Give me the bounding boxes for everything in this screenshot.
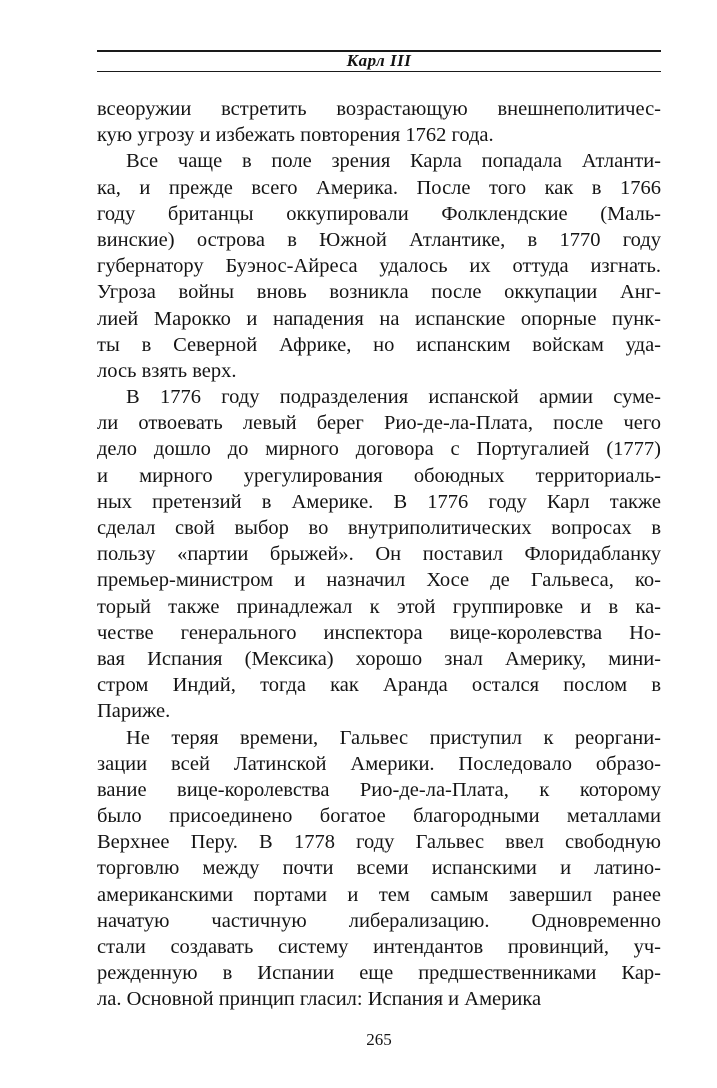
- running-head: [97, 46, 661, 76]
- text-line: ла. Основной принцип гласил: Испания и Америка: [97, 988, 542, 1011]
- text-line: стром Индий, тогда как Аранда остался послом в: [97, 674, 661, 697]
- text-line: лось взять верх.: [97, 359, 237, 382]
- text-line: и мирного урегулирования обоюдных территориаль-: [97, 464, 661, 487]
- text-line: ты в Северной Африке, но испанским войскам уда-: [97, 333, 661, 356]
- text-line: всеоружии встретить возрастающую внешнеполитичес-: [97, 98, 661, 120]
- text-line: дело дошло до мирного договора с Португалией (1777): [97, 438, 661, 461]
- text-line: Верхнее Перу. В 1778 году Гальвес ввел свободную: [97, 831, 661, 854]
- text-line: торый также принадлежал к этой группировке и в ка-: [97, 595, 661, 618]
- text-line: Не теряя времени, Гальвес приступил к реоргани-: [126, 726, 661, 749]
- text-line: зации всей Латинской Америки. Последовало образо-: [97, 752, 661, 775]
- text-line: ных претензий в Америке. В 1776 году Карл также: [97, 490, 661, 513]
- text-line: вание вице-королевства Рио-де-ла-Плата, к которому: [97, 778, 661, 801]
- paragraph: [97, 725, 661, 1013]
- text-line: сделал свой выбор во внутриполитических вопросах в: [97, 517, 661, 539]
- text-line: ли отвоевать левый берег Рио-де-ла-Плата, после чего: [97, 412, 661, 435]
- running-title: Карл III: [346, 51, 412, 70]
- text-line: ка, и прежде всего Америка. После того как в 1766: [97, 176, 661, 199]
- page-number: 265: [366, 1030, 392, 1049]
- text-line: честве генерального инспектора вице-королевства Но-: [97, 621, 661, 644]
- text-line: американскими портами и тем самым завершил ранее: [97, 883, 661, 906]
- text-line: губернатору Буэнос-Айреса удалось их оттуда изгнать.: [97, 255, 661, 278]
- text-line: начатую частичную либерализацию. Одновременно: [97, 909, 661, 932]
- text-line: режденную в Испании еще предшественниками Кар-: [97, 962, 661, 985]
- text-line: Все чаще в поле зрения Карла попадала Атланти-: [126, 150, 661, 173]
- paragraph: [97, 96, 661, 148]
- book-page: [97, 0, 661, 1088]
- paragraph: [97, 148, 661, 384]
- text-line: торговлю между почти всеми испанскими и латино-: [97, 857, 661, 880]
- text-line: В 1776 году подразделения испанской армии суме-: [126, 386, 661, 409]
- header-rule-bottom: [97, 71, 661, 72]
- text-line: было присоединено богатое благородными металлами: [97, 805, 661, 828]
- text-line: лией Марокко и нападения на испанские опорные пунк-: [97, 307, 661, 330]
- paragraph: [97, 384, 661, 724]
- text-line: кую угрозу и избежать повторения 1762 года.: [97, 124, 494, 147]
- text-line: году британцы оккупировали Фолклендские (Маль-: [97, 202, 661, 225]
- text-line: Париже.: [97, 700, 171, 723]
- text-line: винские) острова в Южной Атлантике, в 1770 году: [97, 228, 661, 251]
- text-line: пользу «партии брыжей». Он поставил Флоридабланку: [97, 543, 661, 566]
- text-line: Угроза войны вновь возникла после оккупации Анг-: [97, 281, 661, 304]
- text-line: стали создавать систему интендантов провинций, уч-: [97, 936, 661, 958]
- text-line: премьер-министром и назначил Хосе де Гальвеса, ко-: [97, 569, 661, 592]
- text-line: вая Испания (Мексика) хорошо знал Америку, мини-: [97, 647, 661, 670]
- body-text: [97, 96, 661, 1013]
